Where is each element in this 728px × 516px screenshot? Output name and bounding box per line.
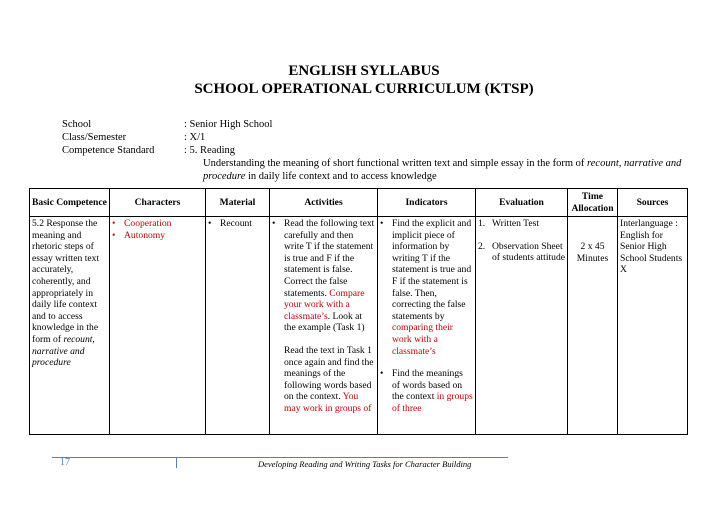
indicator-item-2: • Find the meanings of words based on the context in groups of three: [380, 368, 473, 414]
cell-characters: [110, 217, 206, 435]
cell-evaluation: [476, 217, 568, 435]
cell-material: [206, 217, 270, 435]
class-semester-value: : X/1: [184, 132, 206, 143]
cell-basic-competence: 5.2 Response the meaning and rhetoric steps of essay written text accurately, coherently, and appropriately in daily life context and to access knowledge in the form of recount, narrative and procedure: [30, 217, 110, 435]
activity-item: • Read the following text carefully and then write T if the statement is true and F if the statement is false. Correct the false statements. Compare your work with a classmate’s. Look at the example (Task 1) Read the text in Task 1 once again and find the meanings of the following words based on the context. You may work in groups of: [272, 218, 375, 415]
cell-sources: Interlanguage : English for Senior High School Students X: [618, 217, 688, 435]
cell-time-allocation: 2 x 45 Minutes: [568, 217, 618, 435]
competence-standard-label: Competence Standard: [62, 145, 155, 156]
competence-description: Understanding the meaning of short functional written text and simple essay in the form of recount, narrative and procedure in daily life context and to access knowledge: [203, 158, 682, 182]
cell-activities: [270, 217, 378, 435]
character-cooperation: • Cooperation: [112, 218, 203, 230]
header-time-allocation: Time Allocation: [568, 189, 618, 217]
footer-text: Developing Reading and Writing Tasks for Character Building: [258, 459, 472, 469]
header-material: Material: [206, 189, 270, 217]
header-evaluation: Evaluation: [476, 189, 568, 217]
header-indicators: Indicators: [378, 189, 476, 217]
evaluation-item-2: 2. Observation Sheet of students attitude: [478, 240, 566, 264]
page-number: 17: [60, 457, 70, 468]
school-value: : Senior High School: [184, 119, 273, 130]
header-characters: Characters: [110, 189, 206, 217]
material-recount: • Recount: [208, 218, 267, 230]
curriculum-title: SCHOOL OPERATIONAL CURRICULUM (KTSP): [194, 81, 534, 97]
indicator-item-1: • Find the explicit and implicit piece of information by writing T if the statement is true and F if the statement is false. Then, correcting the false statements by comparing their work with a classmate’s: [380, 218, 473, 357]
syllabus-title: ENGLISH SYLLABUS: [288, 63, 440, 79]
header-sources: Sources: [618, 189, 688, 217]
character-autonomy: • Autonomy: [112, 230, 203, 242]
evaluation-item-1: 1. Written Test: [478, 218, 539, 229]
table-row: [30, 217, 688, 435]
table-header-row: [30, 189, 688, 217]
competence-standard-value: : 5. Reading: [184, 145, 236, 156]
syllabus-table: [29, 188, 688, 435]
page-number-box: [52, 458, 177, 468]
class-semester-label: Class/Semester: [62, 132, 127, 143]
header-activities: Activities: [270, 189, 378, 217]
school-label: School: [62, 119, 92, 130]
cell-indicators: [378, 217, 476, 435]
header-basic-competence: Basic Competence: [30, 189, 110, 217]
